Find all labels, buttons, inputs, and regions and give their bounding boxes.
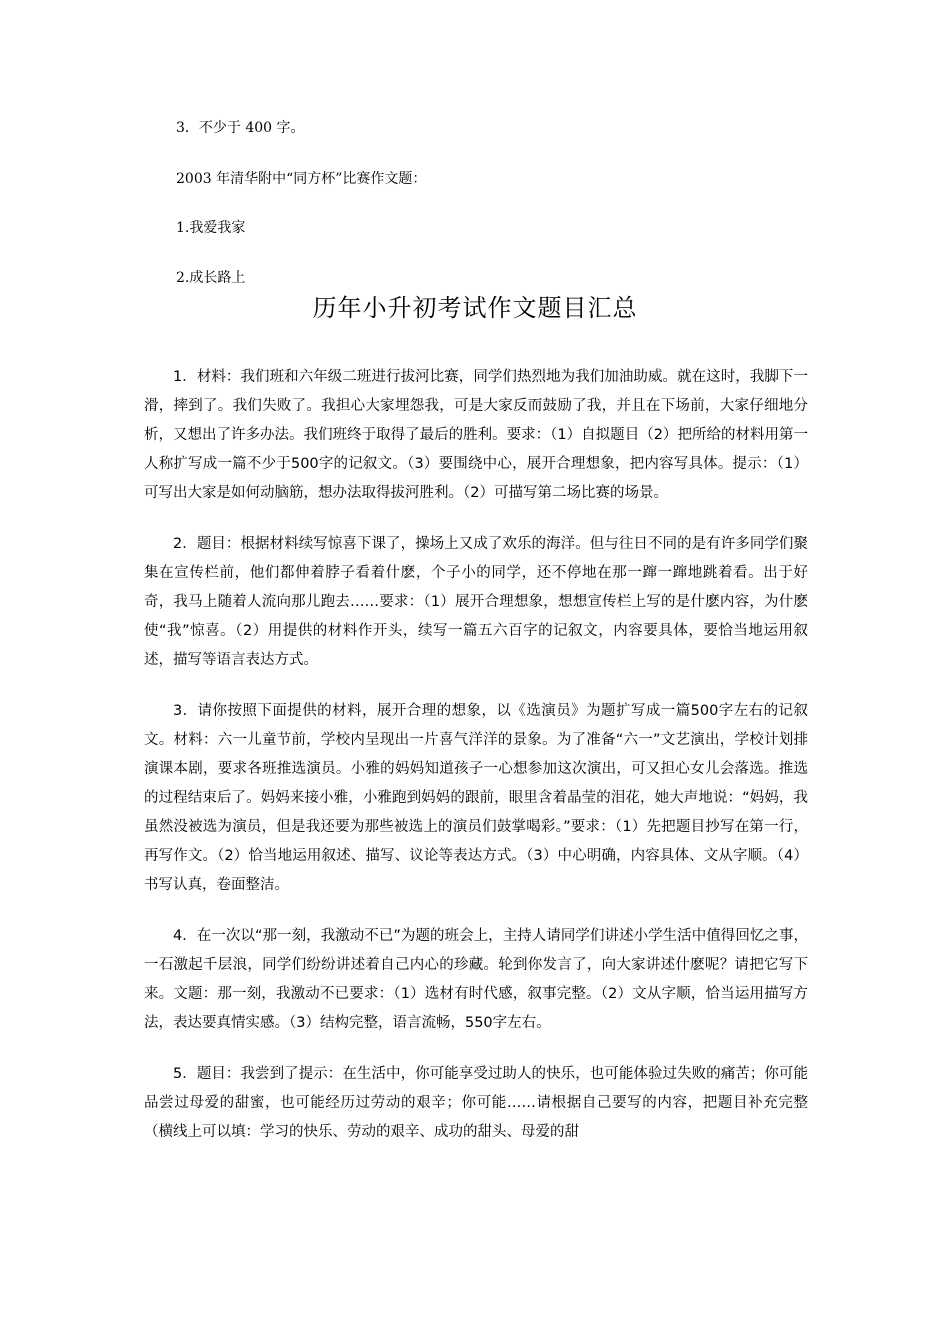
topic-item-2: 2.成长路上 xyxy=(176,270,246,286)
competition-heading: 2003 年清华附中“同方杯”比赛作文题： xyxy=(176,171,427,187)
essay-topic-2: 2．题目：根据材料续写惊喜下课了，操场上又成了欢乐的海洋。但与往日不同的是有许多同学们聚集在宣传栏前，他们都伸着脖子看着什麽，个子小的同学，还不停地在那一蹿一蹿地跳着看。出于好奇，我马上随着人流向那儿跑去……要求：（1）展开合理想象，想想宣传栏上写的是什麽内容，为什麽使“我”惊喜。（2）用提供的材料作开头，续写一篇五六百字的记叙文，内容要具体，要恰当地运用叙述，描写等语言表达方式。 xyxy=(144,536,808,668)
essay-topic-4: 4．在一次以“那一刻，我激动不已”为题的班会上，主持人请同学们讲述小学生活中值得回忆之事，一石激起千层浪，同学们纷纷讲述着自己内心的珍藏。轮到你发言了，向大家讲述什麽呢？请把它写下来。文题：那一刻，我激动不已要求：（1）选材有时代感，叙事完整。（2）文从字顺，恰当运用描写方法，表达要真情实感。（3）结构完整，语言流畅，550字左右。 xyxy=(144,928,808,1031)
requirement-line: 3．不少于 400 字。 xyxy=(176,120,305,136)
essay-topics-list xyxy=(144,363,808,1243)
essay-topic-1: 1．材料：我们班和六年级二班进行拔河比赛，同学们热烈地为我们加油助威。就在这时，我脚下一滑，摔到了。我们失败了。我担心大家埋怨我，可是大家反而鼓励了我，并且在下场前，大家仔细地分析，又想出了许多办法。我们班终于取得了最后的胜利。要求：（1）自拟题目（2）把所给的材料用第一人称扩写成一篇不少于500字的记叙文。（3）要围绕中心，展开合理想象，把内容写具体。提示：（1）可写出大家是如何动脑筋，想办法取得拔河胜利。（2）可描写第二场比赛的场景。 xyxy=(144,369,808,501)
document-title: 历年小升初考试作文题目汇总 xyxy=(312,294,638,322)
topic-item-1: 1.我爱我家 xyxy=(176,220,246,236)
essay-topic-5: 5．题目：我尝到了提示：在生活中，你可能享受过助人的快乐，也可能体验过失败的痛苦；你可能品尝过母爱的甜蜜，也可能经历过劳动的艰辛；你可能……请根据自己要写的内容，把题目补充完整（横线上可以填：学习的快乐、劳动的艰辛、成功的甜头、母爱的甜 xyxy=(144,1066,808,1140)
essay-topic-3: 3．请你按照下面提供的材料，展开合理的想象，以《选演员》为题扩写成一篇500字左右的记叙文。材料：六一儿童节前，学校内呈现出一片喜气洋洋的景象。为了准备“六一”文艺演出，学校计划排演课本剧，要求各班推选演员。小雅的妈妈知道孩子一心想参加这次演出，可又担心女儿会落选。推选的过程结束后了。妈妈来接小雅，小雅跑到妈妈的跟前，眼里含着晶莹的泪花，她大声地说：“妈妈，我虽然没被选为演员，但是我还要为那些被选上的演员们鼓掌喝彩。”要求：（1）先把题目抄写在第一行，再写作文。（2）恰当地运用叙述、描写、议论等表达方式。（3）中心明确，内容具体、文从字顺。（4）书写认真，卷面整洁。 xyxy=(144,703,808,893)
